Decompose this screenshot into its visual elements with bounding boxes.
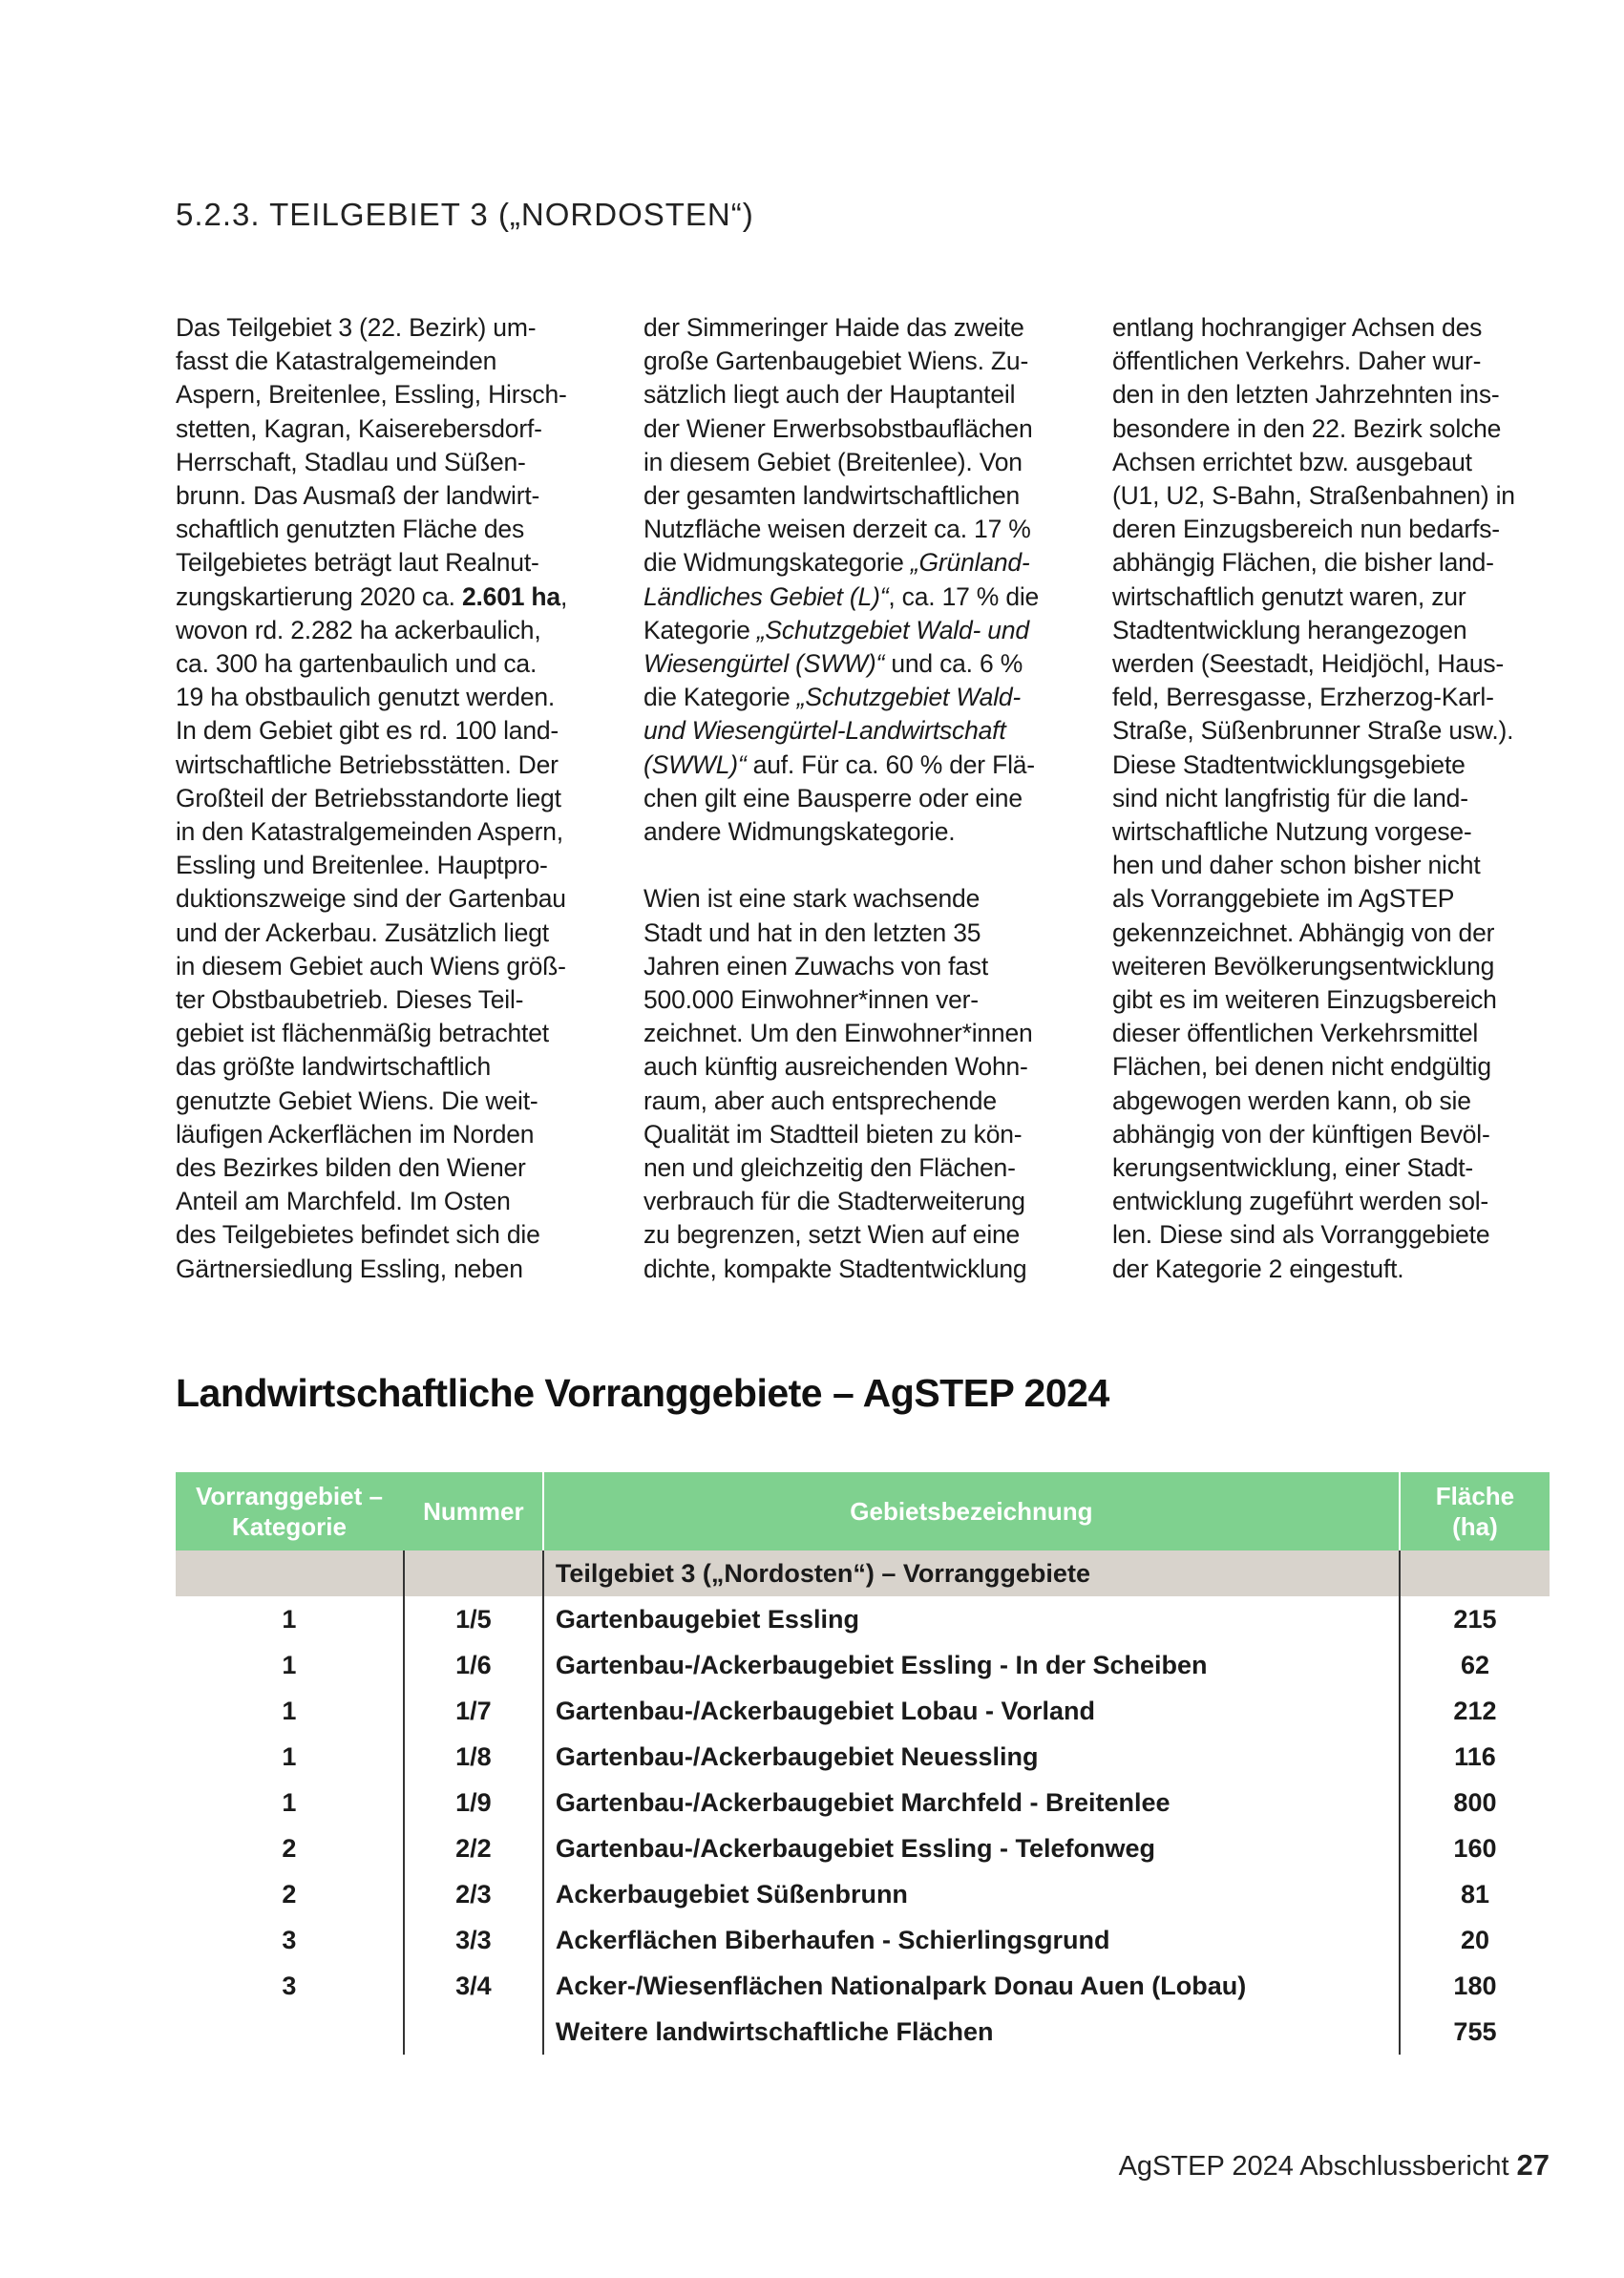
row-area-ha: 62 [1400,1642,1550,1688]
table-row [176,2009,1550,2055]
row-area-ha: 755 [1400,2009,1550,2055]
row-area-name: Gartenbau-/Ackerbaugebiet Neuessling [543,1734,1400,1780]
row-area-name: Gartenbau-/Ackerbaugebiet Marchfeld - Breitenlee [543,1780,1400,1825]
row-area-ha: 81 [1400,1871,1550,1917]
row-category: 1 [282,1787,297,1817]
page-footer [1119,2148,1550,2183]
text-segment: entlang hochrangiger Achsen des öffentlichen Verkehrs. Daher wur- den in den letzten Jahrzehnten ins- besondere in den 22. Bezirk solche Achsen errichtet bzw. ausgebaut (U1, U2, S-Bahn, Straßenbahnen) in deren Einzugsbereich nun bedarfs- abhängig Flächen, die bisher land- wirtschaftlich genutzt waren, zur Stadtentwicklung herangezogen werden (Seestadt, Heidjöchl, Haus- feld, Berresgasse, Erzherzog-Karl- Straße, Süßenbrunner Straße usw.). Diese Stadtentwicklungsgebiete sind nicht langfristig für die land- wirtschaftliche Nutzung vorgese- hen und daher schon bisher nicht als Vorranggebiete im AgSTEP gekennzeichnet. Abhängig von der weiteren Bevölkerungsentwicklung gibt es im weiteren Einzugsbereich dieser öffentlichen Verkehrsmittel Flächen, bei denen nicht endgültig abgewogen werden kann, ob sie abhängig von der künftigen Bevöl- kerungsentwicklung, einer Stadt- entwicklung zugeführt werden sol- len. Diese sind als Vorranggebiete der Kategorie 2 eingestuft. [1112,313,1515,1283]
row-area-name: Acker-/Wiesenflächen Nationalpark Donau Auen (Lobau) [543,1963,1400,2009]
paragraph [1112,311,1561,1286]
row-area-name: Gartenbaugebiet Essling [543,1596,1400,1642]
text-column-3 [1112,311,1561,1319]
text-segment: auf. Für ca. 60 % der Flä- chen gilt eine Bausperre oder eine andere Widmungskategorie. [643,749,1035,847]
paragraph [643,311,1092,849]
header-area-name: Gebietsbezeichnung [543,1472,1400,1550]
text-column-2 [643,311,1092,1319]
header-area-ha: Fläche (ha) [1400,1472,1550,1550]
text-segment: , wovon rd. 2.282 ha ackerbaulich, ca. 300 ha gartenbaulich und ca. 19 ha obstbaulich genutzt werden. In dem Gebiet gibt es rd. 100 land- wirtschaftliche Betriebsstätten. Der Großteil der Betriebsstandorte liegt in den Katastralgemeinden Aspern, Essling und Breitenlee. Hauptpro- duktionszweige sind der Gartenbau und der Ackerbau. Zusätzlich liegt in diesem Gebiet auch Wiens größ- ter Obstbaubetrieb. Dieses Teil- gebiet ist flächenmäßig betrachtet das größte landwirtschaftlich genutzte Gebiet Wiens. Die weit- läufigen Ackerflächen im Norden des Bezirkes bilden den Wiener Anteil am Marchfeld. Im Osten des Teilgebietes befindet sich die Gärtnersiedlung Essling, neben [176,581,568,1283]
priority-areas-table [176,1472,1550,2055]
row-category: 1 [282,1741,297,1771]
row-number: 1/5 [404,1596,543,1642]
group-label: Teilgebiet 3 („Nordosten“) – Vorranggebiete [543,1550,1400,1596]
row-area-ha: 212 [1400,1688,1550,1734]
header-category: Vorranggebiet – Kategorie [176,1472,404,1550]
paragraph [643,882,1092,1285]
row-category: 1 [282,1696,297,1725]
row-number [404,2009,543,2055]
row-area-name: Ackerflächen Biberhaufen - Schierlingsgrund [543,1917,1400,1963]
row-category: 3 [282,1925,297,1954]
row-area-ha: 800 [1400,1780,1550,1825]
row-area-name: Gartenbau-/Ackerbaugebiet Essling - In der Scheiben [543,1642,1400,1688]
table-row [176,1688,1550,1734]
table-row [176,1917,1550,1963]
bold-text: 2.601 ha [461,581,560,611]
row-category: 3 [282,1971,297,2000]
row-area-name: Weitere landwirtschaftliche Flächen [543,2009,1400,2055]
row-number: 1/8 [404,1734,543,1780]
table-row [176,1871,1550,1917]
italic-text: „Schutzgebiet Wald- und Wiesengürtel-Landwirtschaft (SWWL)“ [643,683,1022,779]
section-title: 5.2.3. TEILGEBIET 3 („NORDOSTEN“) [176,197,754,232]
row-number: 3/4 [404,1963,543,2009]
row-category [176,2009,404,2055]
row-area-ha: 160 [1400,1825,1550,1871]
row-category: 1 [282,1604,297,1634]
table-group-row [176,1550,1550,1596]
paragraph [176,311,624,1286]
italic-text: „Grünland- Ländliches Gebiet (L)“ [643,548,1030,611]
row-area-ha: 215 [1400,1596,1550,1642]
row-category: 2 [282,1833,297,1863]
row-area-ha: 20 [1400,1917,1550,1963]
row-number: 1/6 [404,1642,543,1688]
text-segment: , ca. 17 % die Kategorie [643,581,1040,644]
row-area-ha: 116 [1400,1734,1550,1780]
text-segment: und ca. 6 % die Kategorie [643,649,1023,712]
row-category: 1 [282,1650,297,1679]
row-number: 1/9 [404,1780,543,1825]
table-title: Landwirtschaftliche Vorranggebiete – AgSTEP 2024 [176,1371,1109,1415]
row-number: 1/7 [404,1688,543,1734]
row-number: 2/2 [404,1825,543,1871]
row-area-ha: 180 [1400,1963,1550,2009]
row-area-name: Ackerbaugebiet Süßenbrunn [543,1871,1400,1917]
page-number: 27 [1516,2148,1550,2182]
text-segment: der Simmeringer Haide das zweite große Gartenbaugebiet Wiens. Zu- sätzlich liegt auch der Hauptanteil der Wiener Erwerbsobstbauflächen in diesem Gebiet (Breitenlee). Von der gesamten landwirtschaftlichen Nutzfläche weisen derzeit ca. 17 % die Widmungskategorie [643,313,1033,578]
text-segment: Das Teilgebiet 3 (22. Bezirk) um- fasst die Katastralgemeinden Aspern, Breitenlee, Essling, Hirsch- stetten, Kagran, Kaiserebersdorf- Herrschaft, Stadlau und Süßen- brunn. Das Ausmaß der landwirt- schaftlich genutzten Fläche des Teilgebietes beträgt laut Realnut- zungskartierung 2020 ca. [176,313,567,611]
row-number: 2/3 [404,1871,543,1917]
text-segment: Wien ist eine stark wachsende Stadt und hat in den letzten 35 Jahren einen Zuwachs von fast 500.000 Einwohner*innen ver- zeichnet. Um den Einwohner*innen auch künftig ausreichenden Wohn- raum, aber auch entsprechende Qualität im Stadtteil bieten zu kön- nen und gleichzeitig den Flächen- verbrauch für die Stadterweiterung zu begrenzen, setzt Wien auf eine dichte, kompakte Stadtentwicklung [643,884,1033,1283]
text-column-1 [176,311,624,1319]
table-row [176,1825,1550,1871]
row-category: 2 [282,1879,297,1909]
table-row [176,1734,1550,1780]
table-row [176,1642,1550,1688]
italic-text: „Schutzgebiet Wald- und Wiesengürtel (SWW)“ [643,615,1029,679]
table-row [176,1596,1550,1642]
row-area-name: Gartenbau-/Ackerbaugebiet Essling - Telefonweg [543,1825,1400,1871]
table-row [176,1963,1550,2009]
footer-text: AgSTEP 2024 Abschlussbericht [1118,2151,1509,2182]
table-header-row [176,1472,1550,1550]
row-number: 3/3 [404,1917,543,1963]
header-number: Nummer [404,1472,543,1550]
row-area-name: Gartenbau-/Ackerbaugebiet Lobau - Vorland [543,1688,1400,1734]
table-row [176,1780,1550,1825]
